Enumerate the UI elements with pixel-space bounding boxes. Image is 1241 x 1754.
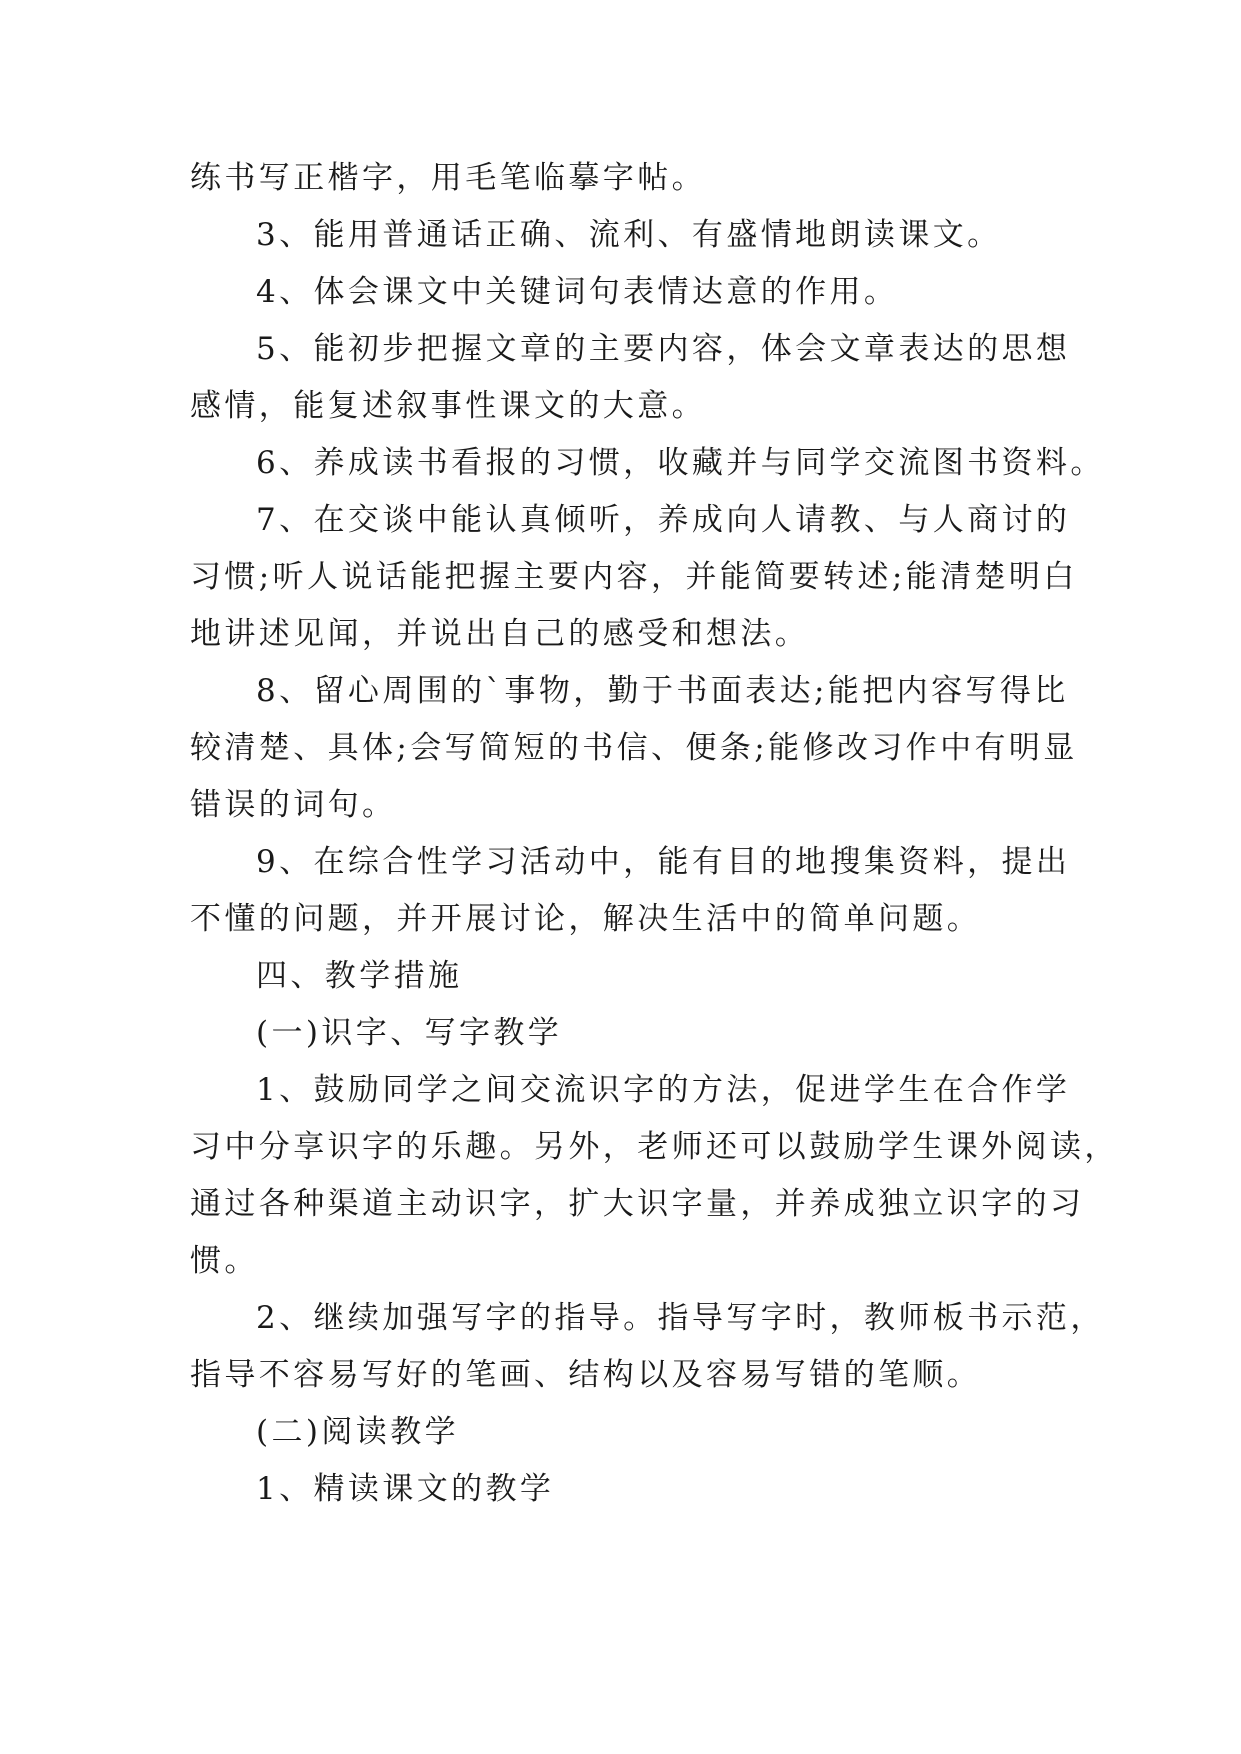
text-line: (二)阅读教学 <box>256 1414 459 1450</box>
text-line: 1、精读课文的教学 <box>256 1471 555 1507</box>
text-line: 指导不容易写好的笔画、结构以及容易写错的笔顺。 <box>190 1357 982 1393</box>
document-body <box>190 150 1119 1518</box>
text-line: 错误的词句。 <box>190 787 397 823</box>
text-line: 6、养成读书看报的习惯，收藏并与同学交流图书资料。 <box>256 445 1105 481</box>
text-line: 8、留心周围的`事物，勤于书面表达;能把内容写得比 <box>256 673 1069 709</box>
text-line: 4、体会课文中关键词句表情达意的作用。 <box>256 274 899 310</box>
text-line: (一)识字、写字教学 <box>256 1015 563 1051</box>
text-line: 3、能用普通话正确、流利、有盛情地朗读课文。 <box>256 217 1002 253</box>
text-line: 惯。 <box>190 1243 259 1279</box>
text-line: 1、鼓励同学之间交流识字的方法，促进学生在合作学 <box>256 1072 1071 1108</box>
text-line: 习中分享识字的乐趣。另外，老师还可以鼓励学生课外阅读， <box>190 1129 1119 1165</box>
text-line: 9、在综合性学习活动中，能有目的地搜集资料，提出 <box>256 844 1071 880</box>
text-line: 通过各种渠道主动识字，扩大识字量，并养成独立识字的习 <box>190 1186 1085 1222</box>
text-line: 7、在交谈中能认真倾听，养成向人请教、与人商讨的 <box>256 502 1071 538</box>
text-line: 较清楚、具体;会写简短的书信、便条;能修改习作中有明显 <box>190 730 1078 766</box>
text-line: 感情，能复述叙事性课文的大意。 <box>190 388 706 424</box>
text-line: 四、教学措施 <box>256 958 463 994</box>
text-line: 地讲述见闻，并说出自己的感受和想法。 <box>190 616 810 652</box>
text-line: 练书写正楷字，用毛笔临摹字帖。 <box>190 160 706 196</box>
text-line: 习惯;听人说话能把握主要内容，并能简要转述;能清楚明白 <box>190 559 1078 595</box>
text-line: 5、能初步把握文章的主要内容，体会文章表达的思想 <box>256 331 1071 367</box>
text-line: 不懂的问题，并开展讨论，解决生活中的简单问题。 <box>190 901 982 937</box>
text-line: 2、继续加强写字的指导。指导写字时，教师板书示范， <box>256 1300 1105 1336</box>
